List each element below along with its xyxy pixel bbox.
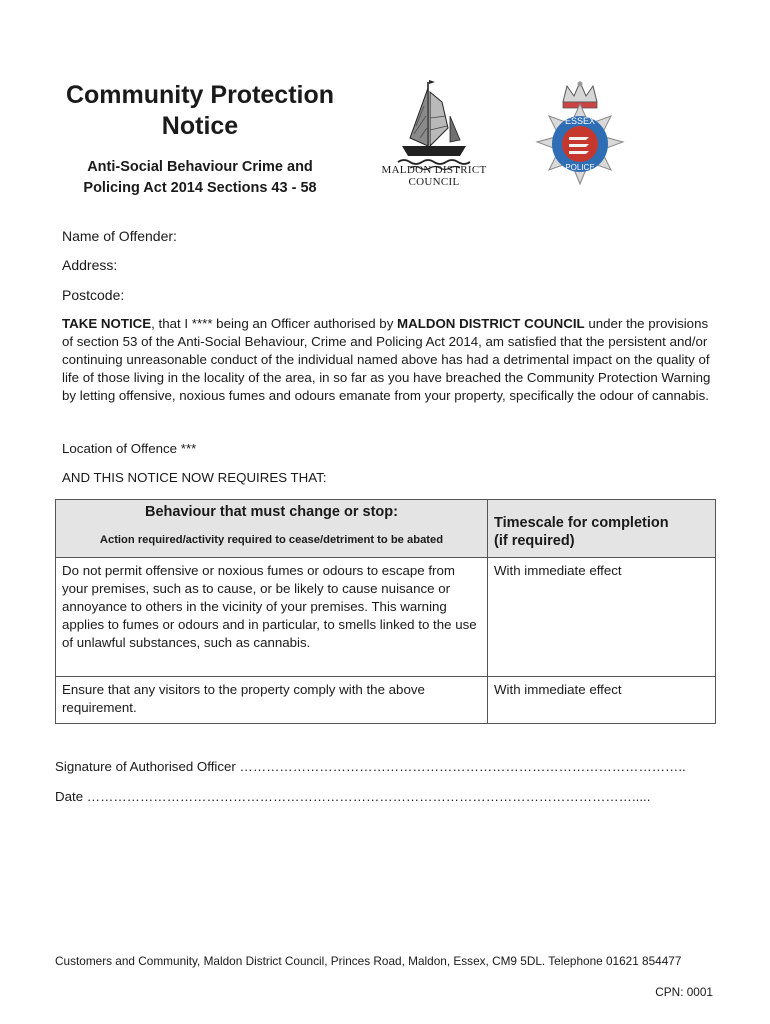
requirements-heading: AND THIS NOTICE NOW REQUIRES THAT: [62,470,327,485]
requirements-table [55,499,716,724]
page-title [50,80,350,142]
table-row [56,677,716,724]
header-behaviour-title: Behaviour that must change or stop: [145,504,398,520]
table-header-row [56,500,716,558]
title-line-2: Notice [161,112,239,140]
postcode-label: Postcode: [62,287,125,303]
location-of-offence: Location of Offence *** [62,441,197,456]
header-timescale-line-1: Timescale for completion [494,515,669,531]
offender-name-label: Name of Offender: [62,228,177,244]
date-line[interactable]: Date ……………………………………………………………………………………………………………..... [55,789,651,804]
council-logo-text-line-1: MALDON DISTRICT [381,164,487,176]
notice-text-1: , that I **** being an Officer authorised by [151,316,398,331]
officer-signature-line[interactable]: Signature of Authorised Officer ……………………………………………………………………………………….. [55,759,686,774]
police-crest-logo [525,80,635,196]
council-logo-text-line-2: COUNCIL [408,176,460,188]
header-timescale-line-2: (if required) [494,533,575,549]
notice-text-2: under the provisions of section 53 of the Anti-Social Behaviour, Crime and Policing Act 2014, am satisfied that the persistent and/or continuing unreasonable conduct of the individual named above has had a detrimental impact on the quality of life of those living in the locality of the area, in so far as you have breached the Community Protection Warning by letting offensive, noxious fumes and odours emanate from your property, specifically the odour of cannabis. [62,316,711,403]
take-notice-lead: TAKE NOTICE [62,316,152,331]
header-timescale-cell [488,500,716,558]
police-badge-text-top: ESSEX [564,116,596,126]
row-2-timescale: With immediate effect [488,677,716,724]
row-1-timescale: With immediate effect [488,558,716,677]
header-behaviour-cell [56,500,488,558]
notice-paragraph [62,315,712,405]
title-line-1: Community Protection [65,81,335,109]
table-row [56,558,716,677]
address-label: Address: [62,257,118,273]
council-logo-text [370,164,498,188]
footer-address: Customers and Community, Maldon District Council, Princes Road, Maldon, Essex, CM9 5DL. Telephone 01621 854477 [55,954,682,968]
subtitle-line-1: Anti-Social Behaviour Crime and [87,159,313,175]
header-action-subtitle: Action required/activity required to cease/detriment to be abated [99,534,444,546]
subtitle-line-2: Policing Act 2014 Sections 43 - 58 [83,180,317,196]
cpn-number: CPN: 0001 [655,985,713,999]
row-2-action: Ensure that any visitors to the property comply with the above requirement. [56,677,488,724]
police-badge-text-bottom: POLICE [565,163,595,172]
council-name: MALDON DISTRICT COUNCIL [397,316,585,331]
page-subtitle [50,157,350,199]
row-1-action: Do not permit offensive or noxious fumes or odours to escape from your premises, such as to cause, or be likely to cause nuisance or annoyance to others in the vicinity of your premises. This warning applies to fumes or odours and in particular, to smells linked to the use of unlawful substances, such as cannabis. [56,558,488,677]
